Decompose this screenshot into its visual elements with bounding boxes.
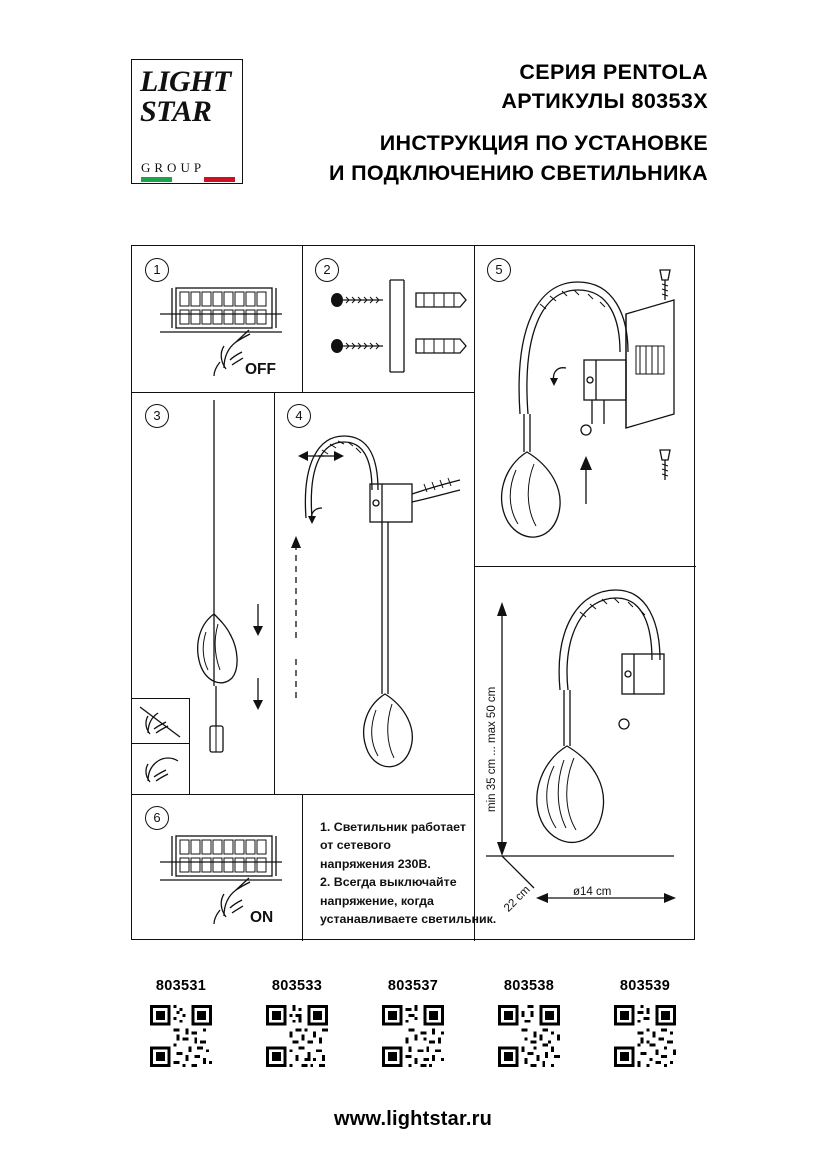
code-item [363,978,463,1088]
step-5-illustration [474,254,696,566]
step-badge-4: 4 [287,404,311,428]
website-footer: www.lightstar.ru [333,1108,493,1130]
qr-code-icon [382,1005,444,1067]
step-badge-3: 3 [145,404,169,428]
page-header [0,40,826,200]
depth-dimension-label: 22 cm [502,883,533,915]
step-badge-2: 2 [315,258,339,282]
hand-touch-icon [132,745,189,793]
divider-h-1 [132,392,474,393]
safety-notes [320,818,510,928]
note-line-3: напряжения 230В. [320,856,431,871]
code-label: 803531 [155,978,207,994]
step-badge-1: 1 [145,258,169,282]
code-item [247,978,347,1088]
step-2-illustration [320,266,480,386]
note-line-4: 2. Всегда выключайте [320,875,457,890]
series-line: СЕРИЯ PENTOLA [519,60,708,84]
product-codes-row [131,978,695,1088]
qr-code-icon [614,1005,676,1067]
title-block [188,58,708,188]
height-dimension-label: min 35 cm ... max 50 cm [486,686,498,812]
step-badge-6: 6 [145,806,169,830]
step-1-caption: OFF [245,361,276,378]
qr-code-icon [150,1005,212,1067]
logo-line-1: LIGHT [140,65,231,98]
qr-code-icon [498,1005,560,1067]
note-line-1: 1. Светильник работает [320,820,466,834]
no-touch-icon [132,699,189,744]
code-label: 803538 [503,978,555,994]
instruction-line-2: И ПОДКЛЮЧЕНИЮ СВЕТИЛЬНИКА [329,161,708,185]
note-line-5: напряжение, когда [320,893,434,908]
instruction-line-1: ИНСТРУКЦИЯ ПО УСТАНОВКЕ [379,131,708,155]
code-label: 803537 [387,978,439,994]
step-badge-5: 5 [487,258,511,282]
code-label: 803533 [271,978,323,994]
code-label: 803539 [619,978,671,994]
code-item [595,978,695,1088]
qr-code-icon [266,1005,328,1067]
articles-line: АРТИКУЛЫ 80353X [501,89,708,113]
step-6-caption: ON [250,909,274,926]
step-6-illustration [154,812,304,932]
note-line-6: устанавливаете светильник. [320,912,497,927]
code-item [479,978,579,1088]
step-1-illustration [154,264,304,384]
screw-top [660,270,670,300]
note-line-2: от сетевого [320,838,391,853]
logo-group-text: GROUP [141,160,206,175]
logo-line-2: STAR [140,95,212,128]
screw-bottom [660,450,670,480]
step-4-illustration [278,398,474,788]
diameter-dimension-label: ø14 cm [573,886,612,898]
code-item [131,978,231,1088]
